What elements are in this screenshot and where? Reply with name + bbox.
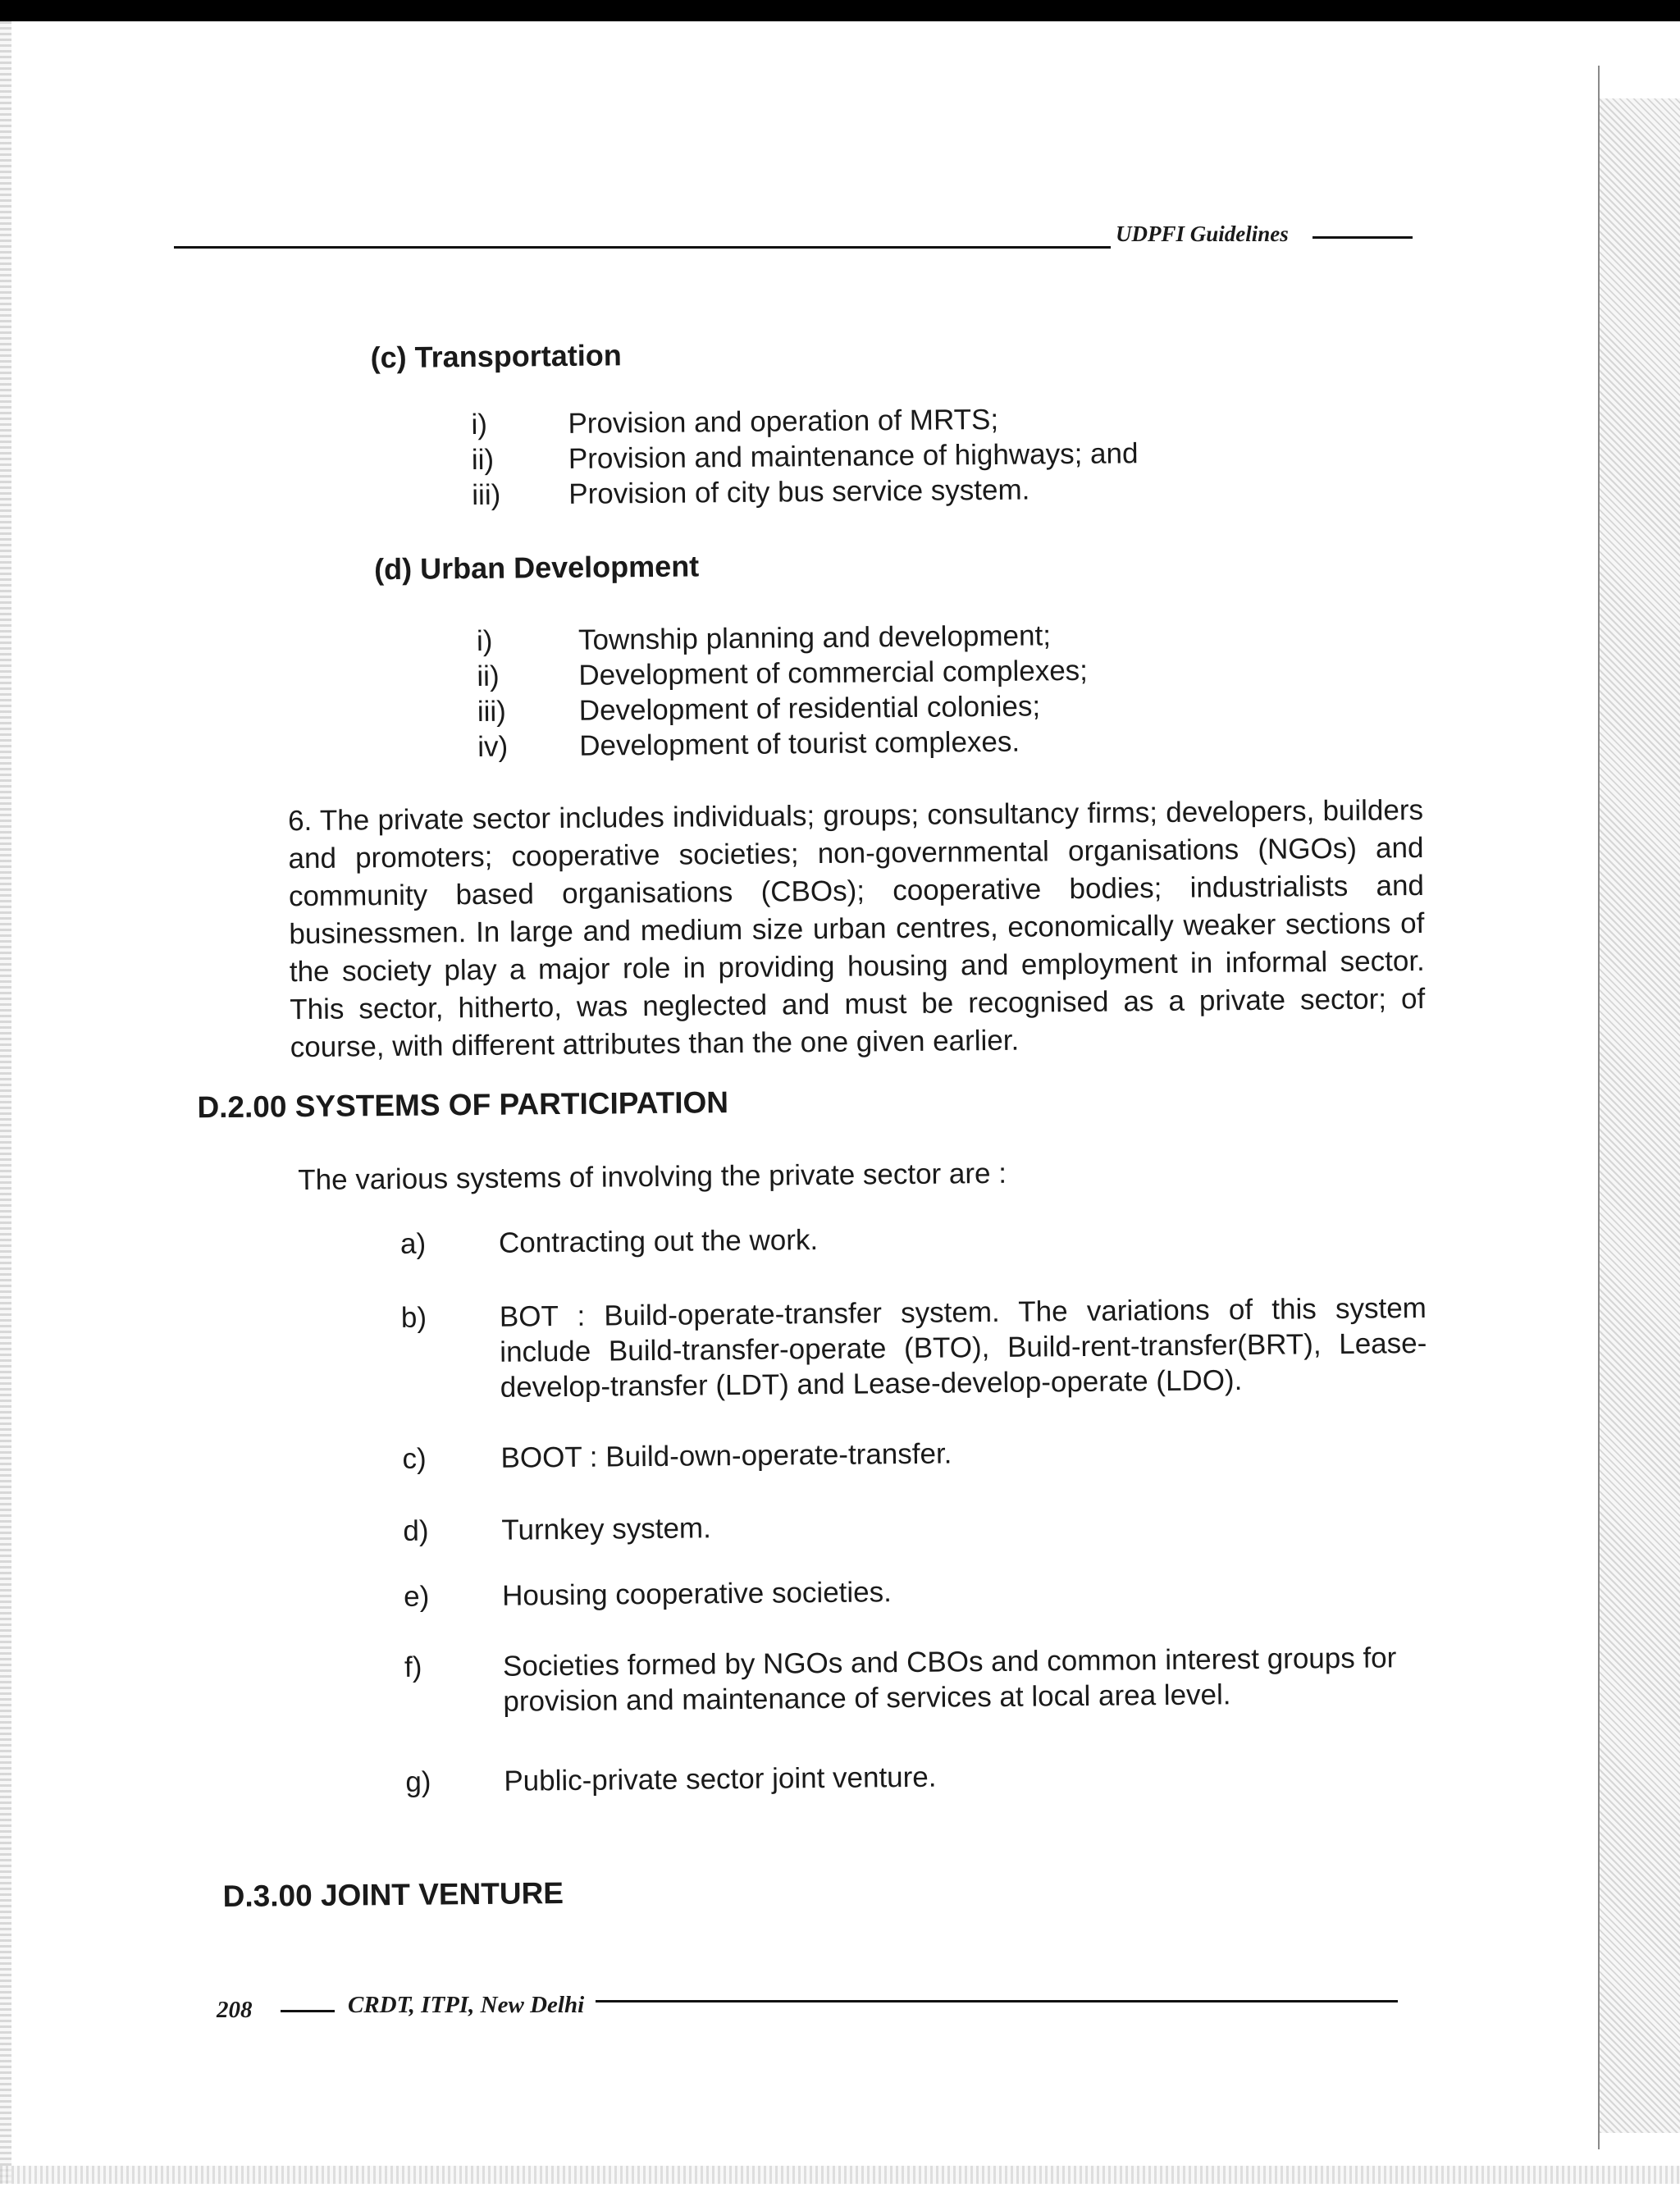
list-item-text: Housing cooperative societies. bbox=[501, 1576, 892, 1612]
list-item-text: Township planning and development; bbox=[578, 619, 1052, 656]
list-marker: i) bbox=[471, 408, 488, 441]
footer-org: CRDT, ITPI, New Delhi bbox=[348, 1992, 585, 2018]
list-item bbox=[402, 1432, 1436, 1475]
list-marker: g) bbox=[405, 1765, 431, 1798]
list-marker: iii) bbox=[472, 478, 501, 512]
joint-venture-heading: D.3.00 JOINT VENTURE bbox=[222, 1876, 564, 1914]
page-number: 208 bbox=[217, 1997, 253, 2023]
list-item bbox=[476, 616, 1215, 657]
list-item bbox=[405, 1755, 1439, 1798]
list-marker: f) bbox=[404, 1651, 422, 1683]
list-item-text: BOT : Build-operate-transfer system. The variations of this system include Build-transfer-operate (BTO), Build-rent-transfer(BRT), Lease-develop-transfer (LDT) and Lease-develop-operate (LDO). bbox=[499, 1291, 1427, 1404]
list-marker: a) bbox=[399, 1227, 427, 1260]
list-item bbox=[404, 1640, 1438, 1718]
footer-rule bbox=[596, 2000, 1398, 2002]
list-marker: i) bbox=[476, 624, 493, 657]
list-item bbox=[403, 1569, 1437, 1613]
urban-development-heading: (d) Urban Development bbox=[373, 549, 700, 587]
paragraph-6: 6. The private sector includes individuals; groups; consultancy firms; developers, builders and promoters; cooperative societies; non-governmental organisations (NGOs) and community based organisations (CBOs); cooperative bodies; industrialists and businessmen. In large and medium size urban centres, economically weaker sections of the society play a major role in providing housing and employment in informal sector. This sector, hitherto, was neglected and must be recognised as a private sector; of course, with different attributes than the one given earlier. bbox=[287, 793, 1426, 1064]
list-marker: c) bbox=[402, 1442, 427, 1475]
list-item-text: Provision and maintenance of highways; and bbox=[568, 437, 1139, 475]
list-marker: iii) bbox=[477, 695, 506, 728]
list-marker: b) bbox=[400, 1301, 427, 1334]
list-item bbox=[471, 400, 1209, 441]
list-item-text: Development of commercial complexes; bbox=[578, 654, 1089, 692]
list-marker: ii) bbox=[471, 443, 495, 477]
list-item-text: Contracting out the work. bbox=[498, 1224, 819, 1259]
list-marker: d) bbox=[403, 1514, 429, 1547]
list-item-text: Provision of city bus service system. bbox=[568, 473, 1030, 510]
list-item-text: Public-private sector joint venture. bbox=[504, 1760, 937, 1797]
footer-dash bbox=[281, 2010, 335, 2012]
list-item bbox=[403, 1504, 1436, 1547]
transportation-heading: (c) Transportation bbox=[370, 338, 622, 375]
list-item-text: Societies formed by NGOs and CBOs and common interest groups for provision and maintenance of services at local area level. bbox=[502, 1642, 1397, 1718]
list-item-text: Turnkey system. bbox=[501, 1512, 712, 1546]
list-item-text: Development of tourist complexes. bbox=[579, 725, 1020, 762]
list-item-text: BOOT : Build-own-operate-transfer. bbox=[500, 1437, 952, 1474]
systems-intro: The various systems of involving the private sector are : bbox=[298, 1157, 1007, 1197]
list-item-text: Development of residential colonies; bbox=[578, 690, 1041, 727]
list-marker: iv) bbox=[477, 730, 509, 763]
list-item-text: Provision and operation of MRTS; bbox=[568, 403, 999, 440]
list-marker: ii) bbox=[477, 660, 500, 692]
list-item bbox=[400, 1290, 1435, 1404]
running-header: UDPFI Guidelines bbox=[1116, 221, 1289, 246]
systems-heading: D.2.00 SYSTEMS OF PARTICIPATION bbox=[197, 1085, 729, 1125]
list-item bbox=[399, 1217, 1434, 1260]
list-marker: e) bbox=[403, 1580, 430, 1613]
